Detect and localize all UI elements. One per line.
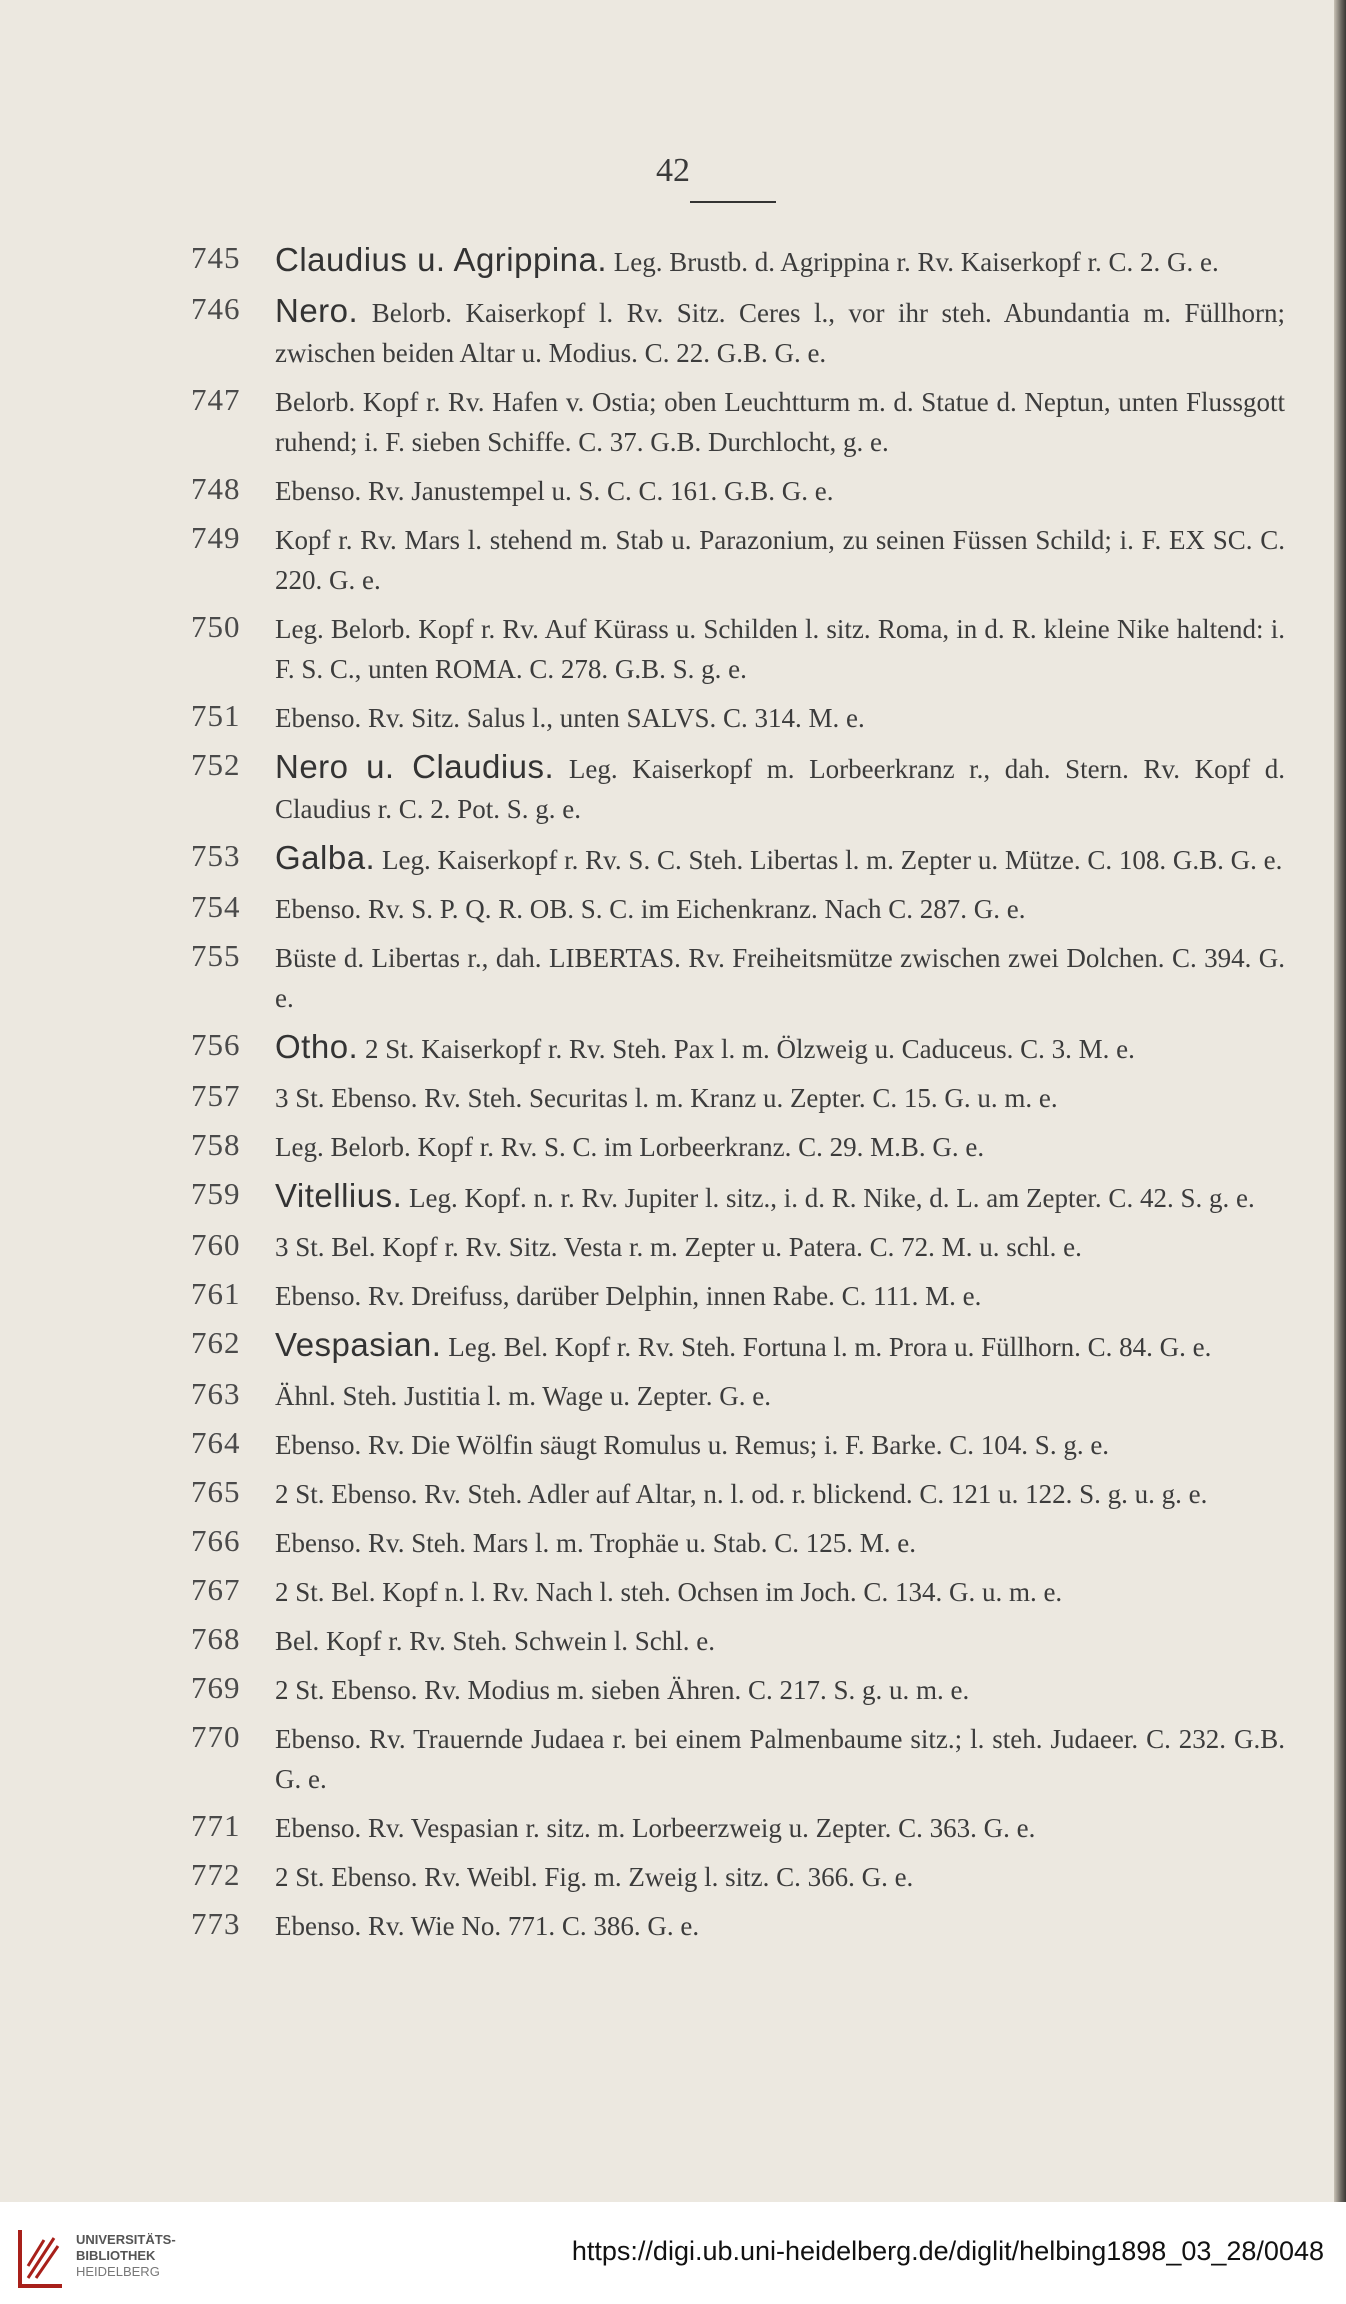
entry-description [275, 1808, 1285, 1848]
entry-description [275, 747, 1285, 829]
entry-number: 753 [191, 838, 241, 873]
entry-text: Leg. Kopf. n. r. Rv. Jupiter l. sitz., i. d. R. Nike, d. L. am Zepter. C. 42. S. g. e. [409, 1183, 1255, 1213]
entry-description [275, 382, 1285, 462]
catalog-entry [0, 1857, 1346, 1897]
entry-number: 748 [191, 471, 241, 506]
entry-number: 763 [191, 1376, 241, 1411]
entry-description [275, 609, 1285, 689]
entry-description [275, 1425, 1285, 1465]
entry-text: Leg. Kaiserkopf m. Lorbeerkranz r., dah. Stern. Rv. Kopf d. Claudius r. C. 2. Pot. S. g. e. [275, 754, 1286, 824]
entry-number: 745 [191, 240, 241, 275]
source-url-link[interactable]: https://digi.ub.uni-heidelberg.de/diglit/helbing1898_03_28/0048 [571, 2236, 1324, 2266]
entry-number: 752 [191, 747, 241, 782]
page-number-rule [690, 201, 776, 203]
entry-description [275, 1227, 1285, 1267]
entry-description [275, 1474, 1285, 1514]
entry-number: 770 [191, 1719, 241, 1754]
entry-text: Ebenso. Rv. S. P. Q. R. OB. S. C. im Eichenkranz. Nach C. 287. G. e. [275, 894, 1026, 924]
catalog-entry [0, 1670, 1346, 1710]
entry-description [275, 471, 1285, 511]
entry-number: 746 [191, 291, 241, 326]
entry-number: 747 [191, 382, 241, 417]
entry-description [275, 1906, 1285, 1946]
entry-text: Ebenso. Rv. Wie No. 771. C. 386. G. e. [275, 1911, 700, 1941]
entry-text: 2 St. Bel. Kopf n. l. Rv. Nach l. steh. Ochsen im Joch. C. 134. G. u. m. e. [275, 1577, 1063, 1607]
library-logo-text [76, 2232, 176, 2280]
entry-number: 769 [191, 1670, 241, 1705]
catalog-entry [0, 1906, 1346, 1946]
entry-description [275, 1572, 1285, 1612]
entry-description [275, 889, 1285, 929]
entry-description [275, 1719, 1285, 1799]
entry-description [275, 1325, 1285, 1367]
catalog-entry [0, 382, 1346, 462]
page-number: 42 [656, 152, 690, 189]
catalog-entry [0, 889, 1346, 929]
entry-description [275, 1857, 1285, 1897]
catalog-entry [0, 1276, 1346, 1316]
emperor-name: Nero u. Claudius. [275, 748, 555, 785]
logo-line-3: HEIDELBERG [76, 2264, 160, 2279]
entry-text: Ähnl. Steh. Justitia l. m. Wage u. Zepter. G. e. [275, 1381, 772, 1411]
catalog-entry [0, 1572, 1346, 1612]
entry-text: Belorb. Kaiserkopf l. Rv. Sitz. Ceres l., vor ihr steh. Abundantia m. Füllhorn; zwischen beiden Altar u. Modius. C. 22. G.B. G. e. [275, 298, 1285, 368]
entry-text: Büste d. Libertas r., dah. LIBERTAS. Rv. Freiheitsmütze zwischen zwei Dolchen. C. 394. G. e. [275, 943, 1285, 1013]
entry-number: 749 [191, 520, 241, 555]
library-logo-icon [14, 2226, 68, 2292]
catalog-entry [0, 1523, 1346, 1563]
catalog-entry [0, 520, 1346, 600]
catalog-entry [0, 1719, 1346, 1799]
entry-number: 757 [191, 1078, 241, 1113]
logo-line-2: BIBLIOTHEK [76, 2248, 156, 2263]
entry-number: 772 [191, 1857, 241, 1892]
footer-bar [0, 2202, 1346, 2304]
entry-number: 771 [191, 1808, 241, 1843]
entry-number: 756 [191, 1027, 241, 1062]
entry-number: 773 [191, 1906, 241, 1941]
catalog-entry [0, 747, 1346, 829]
entry-description [275, 1523, 1285, 1563]
entry-text: Leg. Brustb. d. Agrippina r. Rv. Kaiserkopf r. C. 2. G. e. [613, 247, 1219, 277]
entry-text: 2 St. Ebenso. Rv. Steh. Adler auf Altar, n. l. od. r. blickend. C. 121 u. 122. S. g. u. g. e. [275, 1479, 1208, 1509]
entry-number: 755 [191, 938, 241, 973]
entry-text: Kopf r. Rv. Mars l. stehend m. Stab u. Parazonium, zu seinen Füssen Schild; i. F. EX SC. C. 220. G. e. [275, 525, 1285, 595]
entry-text: 2 St. Ebenso. Rv. Weibl. Fig. m. Zweig l. sitz. C. 366. G. e. [275, 1862, 914, 1892]
entry-description [275, 240, 1285, 282]
catalog-entry [0, 1227, 1346, 1267]
catalog-entry [0, 1474, 1346, 1514]
entry-text: Ebenso. Rv. Sitz. Salus l., unten SALVS. C. 314. M. e. [275, 703, 865, 733]
emperor-name: Claudius u. Agrippina. [275, 241, 608, 278]
catalog-entry [0, 1376, 1346, 1416]
entry-text: Ebenso. Rv. Janustempel u. S. C. C. 161. G.B. G. e. [275, 476, 834, 506]
entry-text: Ebenso. Rv. Vespasian r. sitz. m. Lorbeerzweig u. Zepter. C. 363. G. e. [275, 1813, 1036, 1843]
entry-description [275, 1276, 1285, 1316]
entry-text: Ebenso. Rv. Die Wölfin säugt Romulus u. Remus; i. F. Barke. C. 104. S. g. e. [275, 1430, 1110, 1460]
entry-number: 758 [191, 1127, 241, 1162]
emperor-name: Nero. [275, 292, 359, 329]
entry-number: 759 [191, 1176, 241, 1211]
entry-number: 766 [191, 1523, 241, 1558]
entry-description [275, 1127, 1285, 1167]
catalog-entry [0, 1425, 1346, 1465]
catalog-entry [0, 1325, 1346, 1367]
entry-number: 765 [191, 1474, 241, 1509]
catalog-entry [0, 609, 1346, 689]
entry-number: 760 [191, 1227, 241, 1262]
entry-text: Leg. Belorb. Kopf r. Rv. Auf Kürass u. Schilden l. sitz. Roma, in d. R. kleine Nike haltend: i. F. S. C., unten ROMA. C. 278. G.B. S. g. e. [275, 614, 1285, 684]
catalog-entry [0, 471, 1346, 511]
entry-number: 761 [191, 1276, 241, 1311]
entry-description [275, 1376, 1285, 1416]
catalog-entries [0, 240, 1346, 1955]
entry-description [275, 520, 1285, 600]
catalog-entry [0, 1027, 1346, 1069]
entry-number: 750 [191, 609, 241, 644]
catalog-entry [0, 838, 1346, 880]
entry-description [275, 1176, 1285, 1218]
entry-description [275, 1621, 1285, 1661]
entry-description [275, 938, 1285, 1018]
emperor-name: Vespasian. [275, 1326, 442, 1363]
entry-text: Ebenso. Rv. Dreifuss, darüber Delphin, innen Rabe. C. 111. M. e. [275, 1281, 982, 1311]
emperor-name: Otho. [275, 1028, 359, 1065]
catalog-entry [0, 240, 1346, 282]
entry-text: 3 St. Ebenso. Rv. Steh. Securitas l. m. Kranz u. Zepter. C. 15. G. u. m. e. [275, 1083, 1058, 1113]
entry-description [275, 1027, 1285, 1069]
entry-number: 751 [191, 698, 241, 733]
emperor-name: Galba. [275, 839, 376, 876]
logo-line-1: UNIVERSITÄTS- [76, 2232, 176, 2247]
catalog-entry [0, 1176, 1346, 1218]
catalog-entry [0, 1621, 1346, 1661]
entry-text: Bel. Kopf r. Rv. Steh. Schwein l. Schl. e. [275, 1626, 715, 1656]
entry-number: 762 [191, 1325, 241, 1360]
catalog-entry [0, 1078, 1346, 1118]
entry-text: 2 St. Ebenso. Rv. Modius m. sieben Ähren. C. 217. S. g. u. m. e. [275, 1675, 970, 1705]
entry-text: Leg. Belorb. Kopf r. Rv. S. C. im Lorbeerkranz. C. 29. M.B. G. e. [275, 1132, 985, 1162]
entry-description [275, 1078, 1285, 1118]
entry-description [275, 291, 1285, 373]
entry-text: Ebenso. Rv. Trauernde Judaea r. bei einem Palmenbaume sitz.; l. steh. Judaeer. C. 232. G.B. G. e. [275, 1724, 1285, 1794]
entry-text: Leg. Kaiserkopf r. Rv. S. C. Steh. Libertas l. m. Zepter u. Mütze. C. 108. G.B. G. e. [381, 845, 1283, 875]
entry-text: 2 St. Kaiserkopf r. Rv. Steh. Pax l. m. Ölzweig u. Caduceus. C. 3. M. e. [364, 1034, 1135, 1064]
entry-number: 768 [191, 1621, 241, 1656]
emperor-name: Vitellius. [275, 1177, 403, 1214]
catalog-entry [0, 1127, 1346, 1167]
catalog-entry [0, 291, 1346, 373]
catalog-entry [0, 1808, 1346, 1848]
entry-description [275, 838, 1285, 880]
entry-text: Belorb. Kopf r. Rv. Hafen v. Ostia; oben Leuchtturm m. d. Statue d. Neptun, unten Flussgott ruhend; i. F. sieben Schiffe. C. 37. G.B. Durchlocht, g. e. [275, 387, 1285, 457]
catalog-entry [0, 698, 1346, 738]
entry-number: 764 [191, 1425, 241, 1460]
entry-text: 3 St. Bel. Kopf r. Rv. Sitz. Vesta r. m. Zepter u. Patera. C. 72. M. u. schl. e. [275, 1232, 1082, 1262]
entry-text: Leg. Bel. Kopf r. Rv. Steh. Fortuna l. m. Prora u. Füllhorn. C. 84. G. e. [448, 1332, 1212, 1362]
entry-number: 767 [191, 1572, 241, 1607]
entry-description [275, 1670, 1285, 1710]
catalog-entry [0, 938, 1346, 1018]
entry-description [275, 698, 1285, 738]
entry-number: 754 [191, 889, 241, 924]
entry-text: Ebenso. Rv. Steh. Mars l. m. Trophäe u. Stab. C. 125. M. e. [275, 1528, 916, 1558]
